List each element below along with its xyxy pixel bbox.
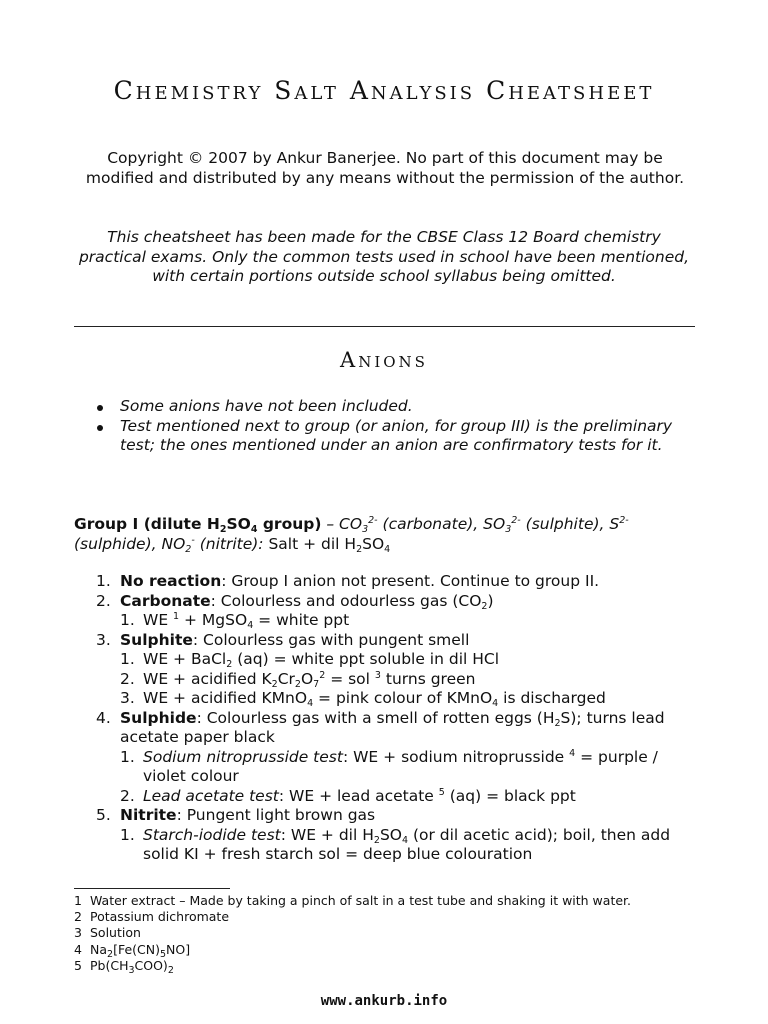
anion-description: : Colourless gas with pungent smell — [192, 630, 470, 649]
anion-name: Sulphide — [120, 708, 197, 727]
anion-description: : Colourless gas with a smell of rotten eggs $(H_2S)$; turns lead acetate paper black — [120, 708, 665, 746]
confirmatory-test: 1. WE + BaCl$_2$ (aq) = white ppt soluble in dil HCl — [120, 650, 500, 670]
anion-item-sulphide — [74, 709, 696, 748]
item-number: 4. — [96, 708, 111, 727]
item-number: 1. — [96, 572, 111, 590]
confirmatory-test: 3. WE + acidified KMnO$_4$ = pink colour of KMnO$_4$ is discharged — [120, 689, 606, 709]
note-item — [74, 417, 694, 456]
anion-name: Nitrite — [120, 806, 177, 824]
confirmatory-test: 1. WE $^1$ + MgSO$_4$ = white ppt — [120, 611, 350, 631]
item-number: 1. — [120, 747, 135, 766]
item-number: 2. — [120, 786, 135, 805]
item-number: 1. — [120, 650, 135, 668]
notes-list — [74, 397, 694, 456]
anion-name: No reaction — [120, 572, 222, 590]
document-title: Chemistry Salt Analysis Cheatsheet — [113, 76, 655, 105]
footnote-number: 3 — [74, 925, 82, 941]
confirmatory-test: 1. Starch-iodide test: WE + dil $H_2SO_4$ (or dil acetic acid); boil, then add solid KI + fresh starch sol = deep blue colouration — [120, 825, 671, 863]
group-1-label: Group I (dilute $H_2SO_4$ group) — [74, 515, 322, 535]
note-item — [74, 397, 694, 417]
confirmatory-test: 2. WE + acidified $K_2Cr_2O_7^2$ = sol $^3$ turns green — [120, 669, 476, 690]
footnote-ref: 3 — [374, 669, 381, 681]
footnote-divider — [74, 888, 230, 889]
anion-name: Sulphite — [120, 630, 193, 649]
footnote-text: Water extract – Made by taking a pinch of salt in a test tube and shaking it with water. — [90, 893, 631, 908]
anion-item-nitrite — [74, 806, 696, 826]
item-number: 2. — [96, 591, 111, 610]
purpose-statement: This cheatsheet has been made for the CBSE Class 12 Board chemistry practical exams. Only the common tests used in school have been mentioned, with certain portions outside school syllabus being omitted. — [78, 228, 690, 285]
test-name: Lead acetate test — [143, 786, 279, 805]
section-title-anions: Anions — [340, 348, 428, 372]
anion-item-carbonate — [74, 592, 696, 612]
footnote-number: 4 — [74, 941, 82, 957]
horizontal-divider — [74, 326, 695, 327]
anion-item-sulphite — [74, 631, 696, 651]
footnote-number: 5 — [74, 957, 82, 973]
footnote-ref: 5 — [438, 786, 445, 798]
item-number: 1. — [120, 825, 135, 844]
footnote-text: Solution — [90, 925, 141, 941]
test-name: Starch-iodide test — [143, 825, 281, 844]
anion-item-no-reaction — [74, 572, 696, 592]
footnote-text: $Pb(CH_3COO)_2$ — [90, 957, 174, 976]
bullet-icon — [97, 425, 103, 431]
item-number: 5. — [96, 806, 111, 824]
group-1-preliminary-test: Salt + dil $H_2SO_4$ — [263, 535, 391, 555]
footnote — [74, 958, 714, 974]
anion-name: Carbonate — [120, 591, 211, 610]
note-text: Test mentioned next to group (or anion, for group III) is the preliminary test; the ones mentioned under an anion are confirmatory tests for it. — [120, 416, 673, 454]
item-number: 3. — [96, 630, 111, 649]
footnote — [74, 925, 714, 941]
confirmatory-test: 2. Lead acetate test: WE + lead acetate $^5$ (aq) = black ppt — [120, 786, 576, 805]
anion-description: : Pungent light brown gas — [176, 806, 376, 824]
group-1-heading — [74, 514, 696, 554]
footnote-text: Potassium dichromate — [90, 909, 230, 925]
item-number: 2. — [120, 669, 135, 688]
footnote — [74, 909, 714, 925]
footnote — [74, 942, 714, 958]
item-number: 3. — [120, 689, 135, 707]
footnote-number: 1 — [74, 893, 82, 908]
anion-description: : Group I anion not present. Continue to group II. — [221, 572, 600, 590]
footnote-number: 2 — [74, 909, 82, 925]
copyright-notice: Copyright © 2007 by Ankur Banerjee. No part of this document may be modified and distributed by any means without the permission of the author. — [85, 149, 685, 187]
test-name: Sodium nitroprusside test — [143, 747, 343, 766]
item-number: 1. — [120, 611, 135, 629]
confirmatory-test: 1. Sodium nitroprusside test: WE + sodium nitroprusside $^4$ = purple / violet colour — [120, 747, 658, 785]
footer-url[interactable]: www.ankurb.info — [320, 993, 448, 1009]
bullet-icon — [97, 405, 103, 411]
note-text: Some anions have not been included. — [120, 397, 413, 415]
footnote-ref: 1 — [173, 611, 180, 622]
footnote-ref: 4 — [569, 747, 576, 759]
footnotes — [74, 893, 714, 974]
anion-test-list — [74, 572, 696, 865]
group-1-anions: – $CO_3^{2-}$ (carbonate), $SO_3^{2-}$ (sulphite), $S^{2-}$ (sulphide), $NO_2^-$ (nitrite): — [74, 515, 629, 555]
footnote-ref: 2 — [319, 669, 326, 681]
footnote-text: $Na_2[Fe(CN)_5NO]$ — [90, 941, 191, 960]
anion-description: : Colourless and odourless gas $(CO_2)$ — [210, 591, 494, 612]
footnote — [74, 893, 714, 909]
